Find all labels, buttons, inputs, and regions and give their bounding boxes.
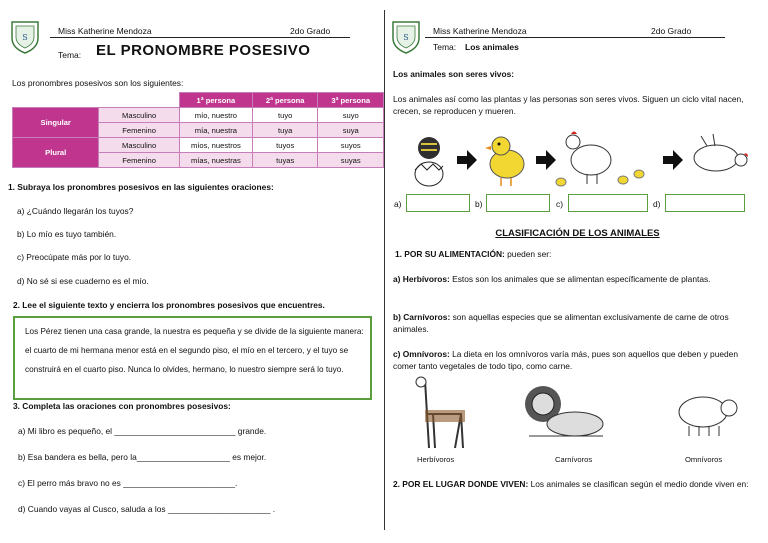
header-rule xyxy=(425,37,725,38)
carnivores-definition xyxy=(393,311,751,335)
grade-label: 2do Grado xyxy=(651,26,692,36)
dead-hen-icon xyxy=(694,134,748,171)
row-group-singular: Singular xyxy=(13,108,99,138)
reading-passage: Los Pérez tienen una casa grande, la nuestra es pequeña y se divide de la siguiente manera: el cuarto de mi hermana menor está en el segundo piso, el mío en el tercero, y el tuyo se construirá en el cuarto piso. Nunca lo olvides, hermano, lo nuestro siempre será lo tuyo. xyxy=(25,327,364,374)
pronoun-table xyxy=(12,92,384,168)
school-shield-logo xyxy=(10,20,40,54)
question-1-item: c) Preocúpate más por lo tuyo. xyxy=(17,252,132,262)
table-cell: Femenino xyxy=(99,123,179,138)
hatching-egg-icon xyxy=(415,137,443,186)
table-cell: tuyo xyxy=(252,108,318,123)
animal-diet-illustration xyxy=(403,374,753,454)
llama-icon xyxy=(416,377,465,448)
question-2-heading: 2. Lee el siguiente texto y encierra los pronombres posesivos que encuentres. xyxy=(13,300,325,310)
answer-box-b[interactable] xyxy=(486,194,550,212)
answer-label-a: a) xyxy=(394,199,402,209)
pig-icon xyxy=(679,397,737,436)
question-3-heading: 3. Completa las oraciones con pronombres posesivos: xyxy=(13,401,231,411)
question-1-item: a) ¿Cuándo llegarán los tuyos? xyxy=(17,206,134,216)
arrow-right-icon xyxy=(663,150,683,170)
question-1-item: d) No sé si ese cuaderno es el mío. xyxy=(17,276,149,286)
arrow-right-icon xyxy=(536,150,556,170)
answer-box-d[interactable] xyxy=(665,194,745,212)
page-divider xyxy=(384,10,385,530)
herbivores-label: Herbívoros xyxy=(417,455,455,464)
omnivores-label: Omnívoros xyxy=(685,455,723,464)
arrow-right-icon xyxy=(457,150,477,170)
classification-title: CLASIFICACIÓN DE LOS ANIMALES xyxy=(495,228,660,239)
table-header: 1ª persona xyxy=(179,93,252,108)
tema-label: Tema: xyxy=(433,42,457,52)
question-3-item: d) Cuando vayas al Cusco, saluda a los ______________________ . xyxy=(18,504,276,514)
omnivores-term: c) Omnívoros: xyxy=(393,349,450,359)
carnivores-text: son aquellas especies que se alimentan exclusivamente de carne de otros animales. xyxy=(393,312,729,334)
table-cell: mías, nuestras xyxy=(179,153,252,168)
svg-text:S: S xyxy=(403,33,409,42)
intro-paragraph: Los animales así como las plantas y las personas son seres vivos. Siguen un ciclo vital nacen, crecen, se reproducen y mueren. xyxy=(393,94,744,116)
table-cell: tuya xyxy=(252,123,318,138)
page-title: EL PRONOMBRE POSESIVO xyxy=(96,42,311,59)
chicken-life-cycle-illustration xyxy=(401,128,751,190)
table-cell: mío, nuestro xyxy=(179,108,252,123)
question-1-item: b) Lo mío es tuyo también. xyxy=(17,229,117,239)
table-header: 3ª persona xyxy=(318,93,384,108)
teacher-name: Miss Katherine Mendoza xyxy=(58,26,152,36)
table-header: 2ª persona xyxy=(252,93,318,108)
herbivores-text: Estos son los animales que se alimentan específicamente de plantas. xyxy=(449,274,711,284)
table-cell: suya xyxy=(318,123,384,138)
answer-label-d: d) xyxy=(653,199,661,209)
svg-text:S: S xyxy=(22,33,28,42)
question-3-item: c) El perro más bravo no es ________________________. xyxy=(18,478,238,488)
page-title: Los animales xyxy=(465,42,519,52)
question-3-item: b) Esa bandera es bella, pero la____________________ es mejor. xyxy=(18,452,267,462)
table-cell: suyos xyxy=(318,138,384,153)
section-1-heading: 1. POR SU ALIMENTACIÓN: xyxy=(395,249,505,259)
table-cell: tuyos xyxy=(252,138,318,153)
table-cell: Femenino xyxy=(99,153,179,168)
table-cell: suyo xyxy=(318,108,384,123)
carnivores-label: Carnívoros xyxy=(555,455,593,464)
school-shield-logo xyxy=(391,20,421,54)
table-cell: suyas xyxy=(318,153,384,168)
section-subtitle: Los animales son seres vivos: xyxy=(393,69,515,79)
table-cell: mía, nuestra xyxy=(179,123,252,138)
question-3-item: a) Mi libro es pequeño, el __________________________ grande. xyxy=(18,426,267,436)
herbivores-term: a) Herbívoros: xyxy=(393,274,450,284)
left-header xyxy=(10,20,370,60)
reading-passage-box xyxy=(13,316,372,400)
section-2-line xyxy=(393,478,755,490)
table-cell: Masculino xyxy=(99,108,179,123)
table-cell: Masculino xyxy=(99,138,179,153)
intro-text: Los pronombres posesivos son los siguientes: xyxy=(12,78,184,88)
omnivores-definition xyxy=(393,348,751,372)
right-header xyxy=(391,20,751,60)
herbivores-definition xyxy=(393,273,751,285)
table-cell: tuyas xyxy=(252,153,318,168)
section-2-heading: 2. POR EL LUGAR DONDE VIVEN: xyxy=(393,479,529,489)
hen-with-chicks-icon xyxy=(556,132,644,187)
section-2-rest: Los animales se clasifican según el medio donde viven en: xyxy=(528,479,749,489)
grade-label: 2do Grado xyxy=(290,26,331,36)
teacher-name: Miss Katherine Mendoza xyxy=(433,26,527,36)
answer-box-a[interactable] xyxy=(406,194,470,212)
section-1-rest: pueden ser: xyxy=(504,249,552,259)
section-1-line xyxy=(395,248,551,260)
answer-box-c[interactable] xyxy=(568,194,648,212)
table-cell: míos, nuestros xyxy=(179,138,252,153)
header-rule xyxy=(50,37,350,38)
right-worksheet xyxy=(387,0,768,543)
chick-icon xyxy=(485,137,524,186)
tema-label: Tema: xyxy=(58,50,82,60)
answer-label-b: b) xyxy=(475,199,483,209)
question-1-heading: 1. Subraya los pronombres posesivos en las siguientes oraciones: xyxy=(8,182,274,192)
omnivores-text: La dieta en los omnívoros varía más, pues son aquellos que deben y pueden comer tanto vegetales de todo tipo, como carne. xyxy=(393,349,738,371)
carnivores-term: b) Carnívoros: xyxy=(393,312,451,322)
answer-label-c: c) xyxy=(556,199,563,209)
row-group-plural: Plural xyxy=(13,138,99,168)
lion-icon xyxy=(525,386,603,436)
